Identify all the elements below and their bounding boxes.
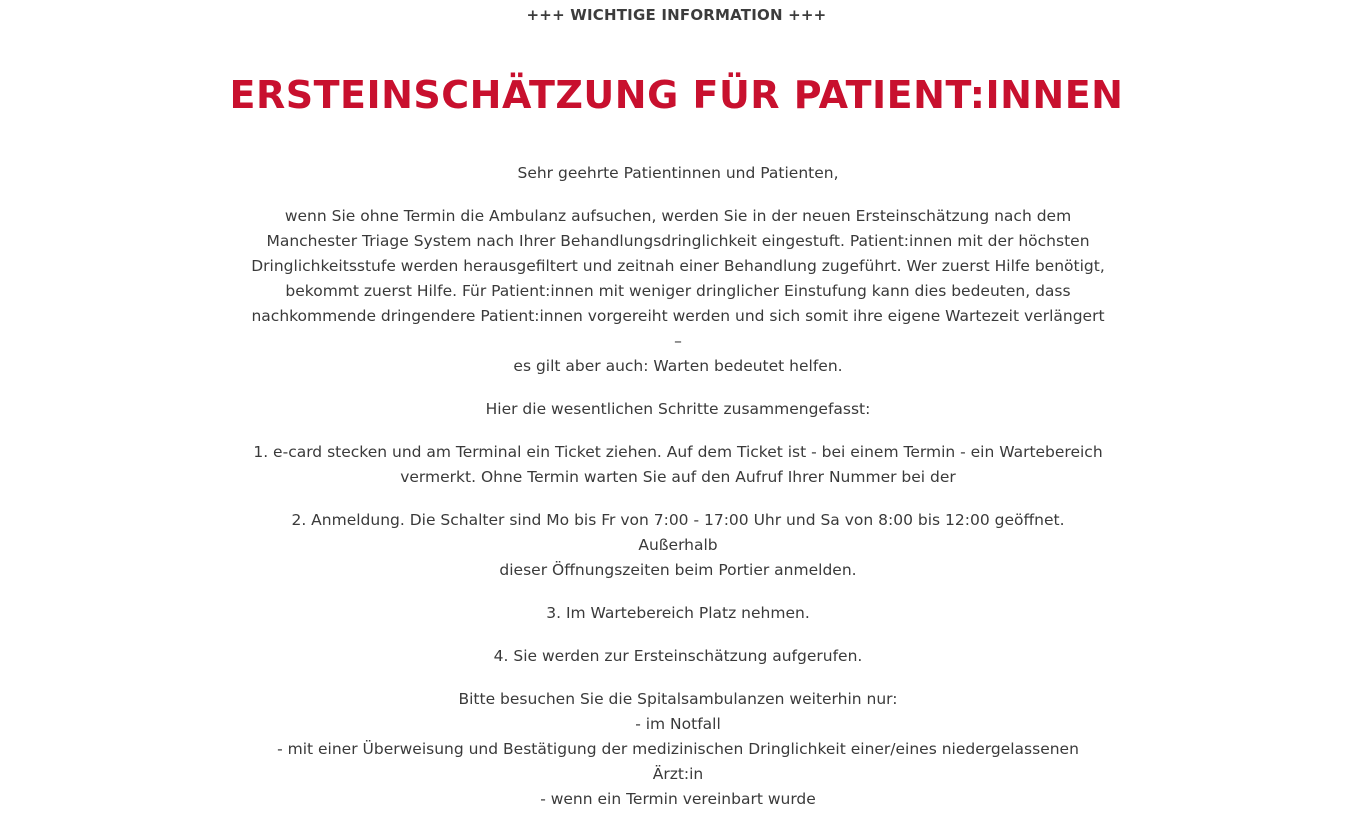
- intro-line: es gilt aber auch: Warten bedeutet helfen.: [513, 357, 843, 375]
- intro-line: Manchester Triage System nach Ihrer Behandlungsdringlichkeit eingestuft. Patient:innen mit der höchsten: [266, 232, 1090, 250]
- step-line: dieser Öffnungszeiten beim Portier anmelden.: [499, 561, 857, 579]
- intro-paragraph: [250, 204, 1106, 379]
- step-line: 2. Anmeldung. Die Schalter sind Mo bis Fr von 7:00 - 17:00 Uhr und Sa von 8:00 bis 12:00 geöffnet. Außerhalb: [291, 511, 1065, 554]
- step-line: 3. Im Wartebereich Platz nehmen.: [546, 604, 810, 622]
- step-line: vermerkt. Ohne Termin warten Sie auf den Aufruf Ihrer Nummer bei der: [400, 468, 956, 486]
- notice-content: [250, 161, 1106, 830]
- step-1: [250, 440, 1106, 490]
- visit-item: - mit einer Überweisung und Bestätigung der medizinischen Dringlichkeit einer/eines niedergelassenen Ärzt:in: [277, 740, 1079, 783]
- step-3: [250, 601, 1106, 626]
- visit-heading: Bitte besuchen Sie die Spitalsambulanzen weiterhin nur:: [458, 690, 898, 708]
- visit-section: [250, 687, 1106, 812]
- step-line: 4. Sie werden zur Ersteinschätzung aufgerufen.: [493, 647, 863, 665]
- intro-line: bekommt zuerst Hilfe. Für Patient:innen mit weniger dringlicher Einstufung kann dies bedeuten, dass: [285, 282, 1071, 300]
- page-title: ERSTEINSCHÄTZUNG FÜR PATIENT:INNEN: [229, 73, 1124, 117]
- step-4: [250, 644, 1106, 669]
- step-line: 1. e-card stecken und am Terminal ein Ticket ziehen. Auf dem Ticket ist - bei einem Termin - ein Wartebereich: [253, 443, 1103, 461]
- steps-heading: Hier die wesentlichen Schritte zusammengefasst:: [485, 400, 871, 418]
- intro-line: Dringlichkeitsstufe werden herausgefiltert und zeitnah einer Behandlung zugeführt. Wer zuerst Hilfe benötigt,: [251, 257, 1105, 275]
- intro-line: wenn Sie ohne Termin die Ambulanz aufsuchen, werden Sie in der neuen Ersteinschätzung nach dem: [284, 207, 1072, 225]
- intro-line: nachkommende dringendere Patient:innen vorgereiht werden und sich somit ihre eigene Wartezeit verlängert –: [251, 307, 1105, 350]
- visit-item: - wenn ein Termin vereinbart wurde: [540, 790, 816, 808]
- notice-kicker: +++ WICHTIGE INFORMATION +++: [526, 6, 827, 24]
- greeting-paragraph: Sehr geehrte Patientinnen und Patienten,: [517, 164, 839, 182]
- step-2: [250, 508, 1106, 583]
- visit-item: - im Notfall: [635, 715, 721, 733]
